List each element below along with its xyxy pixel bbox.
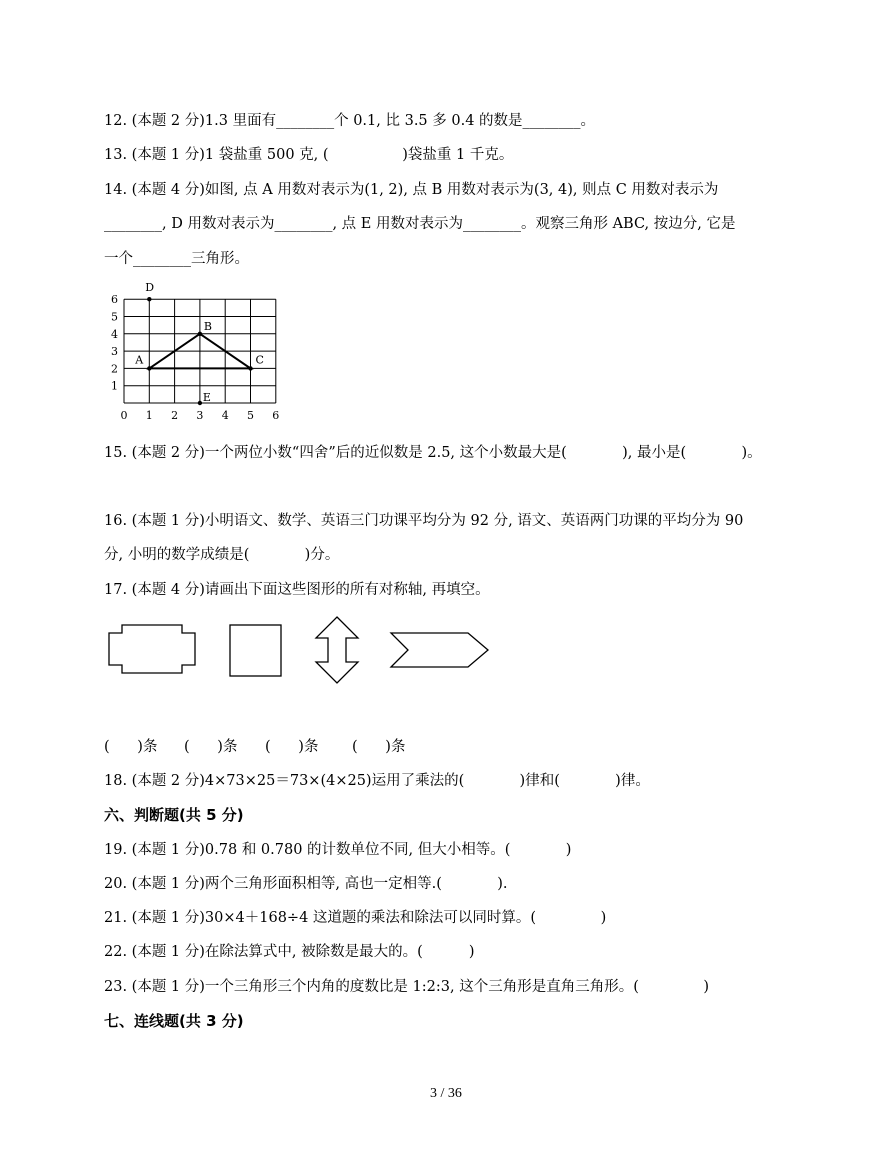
x-tick-label: 5 <box>247 409 254 422</box>
question-19: 19. (本题 1 分)0.78 和 0.780 的计数单位不同, 但大小相等。( ) <box>104 842 572 858</box>
y-tick-label: 2 <box>111 362 118 376</box>
question-16-line-2: 分, 小明的数学成绩是( )分。 <box>104 547 340 563</box>
point-d <box>147 297 151 301</box>
x-tick-label: 2 <box>171 409 179 422</box>
question-22: 22. (本题 1 分)在除法算式中, 被除数是最大的。( ) <box>104 944 475 960</box>
symmetry-shapes <box>100 610 500 690</box>
x-tick-label: 3 <box>196 409 204 422</box>
y-tick-label: 5 <box>111 310 118 324</box>
x-tick-label: 4 <box>221 409 229 422</box>
point-b <box>198 332 202 336</box>
blank-shape-2: ( )条 <box>184 739 238 755</box>
question-16-line-1: 16. (本题 1 分)小明语文、数学、英语三门功课平均分为 92 分, 语文、英语两门功课的平均分为 90 <box>104 513 744 529</box>
x-tick-label: 1 <box>145 409 153 422</box>
point-label-a: A <box>135 353 144 367</box>
page-number: 3 / 36 <box>430 1086 462 1101</box>
x-tick-label: 0 <box>120 409 128 422</box>
x-tick-label: 6 <box>272 409 280 422</box>
section-heading-judge: 六、判断题(共 5 分) <box>104 806 244 824</box>
point-label-b: B <box>203 319 212 333</box>
blank-shape-1: ( )条 <box>104 739 158 755</box>
point-e <box>198 401 202 405</box>
question-18: 18. (本题 2 分)4×73×25＝73×(4×25)运用了乘法的( )律和( )律。 <box>104 773 650 789</box>
square-shape <box>230 625 281 676</box>
y-tick-label: 4 <box>111 327 118 341</box>
y-tick-label: 6 <box>111 293 118 307</box>
question-17: 17. (本题 4 分)请画出下面这些图形的所有对称轴, 再填空。 <box>104 582 490 598</box>
question-20: 20. (本题 1 分)两个三角形面积相等, 高也一定相等.( ). <box>104 876 508 892</box>
question-15: 15. (本题 2 分)一个两位小数“四舍”后的近似数是 2.5, 这个小数最大是( ), 最小是( )。 <box>104 445 762 461</box>
question-14-line-1: 14. (本题 4 分)如图, 点 A 用数对表示为(1, 2), 点 B 用数对表示为(3, 4), 则点 C 用数对表示为 <box>104 182 719 198</box>
question-23: 23. (本题 1 分)一个三角形三个内角的度数比是 1:2:3, 这个三角形是直角三角形。( ) <box>104 979 710 995</box>
question-21: 21. (本题 1 分)30×4＋168÷4 这道题的乘法和除法可以同时算。( ) <box>104 910 607 926</box>
question-13: 13. (本题 1 分)1 袋盐重 500 克, ( )袋盐重 1 千克。 <box>104 147 514 163</box>
blank-shape-4: ( )条 <box>352 739 406 755</box>
coordinate-grid-figure <box>105 280 295 425</box>
question-14-line-2: ________, D 用数对表示为________, 点 E 用数对表示为________。观察三角形 ABC, 按边分, 它是 <box>104 216 736 232</box>
question-12: 12. (本题 2 分)1.3 里面有________个 0.1, 比 3.5 多 0.4 的数是________。 <box>104 113 596 129</box>
double-arrow-shape <box>316 617 358 683</box>
y-tick-label: 3 <box>111 345 118 359</box>
y-tick-label: 1 <box>111 379 118 393</box>
point-label-c: C <box>255 353 264 367</box>
chevron-arrow-shape <box>391 633 488 667</box>
point-c <box>248 366 252 370</box>
question-14-line-3: 一个________三角形。 <box>104 251 249 267</box>
section-heading-match: 七、连线题(共 3 分) <box>104 1012 244 1030</box>
point-label-d: D <box>145 281 155 295</box>
blank-shape-3: ( )条 <box>265 739 319 755</box>
point-a <box>147 366 151 370</box>
cross-rectangle-shape <box>109 625 195 673</box>
point-label-e: E <box>202 391 211 404</box>
